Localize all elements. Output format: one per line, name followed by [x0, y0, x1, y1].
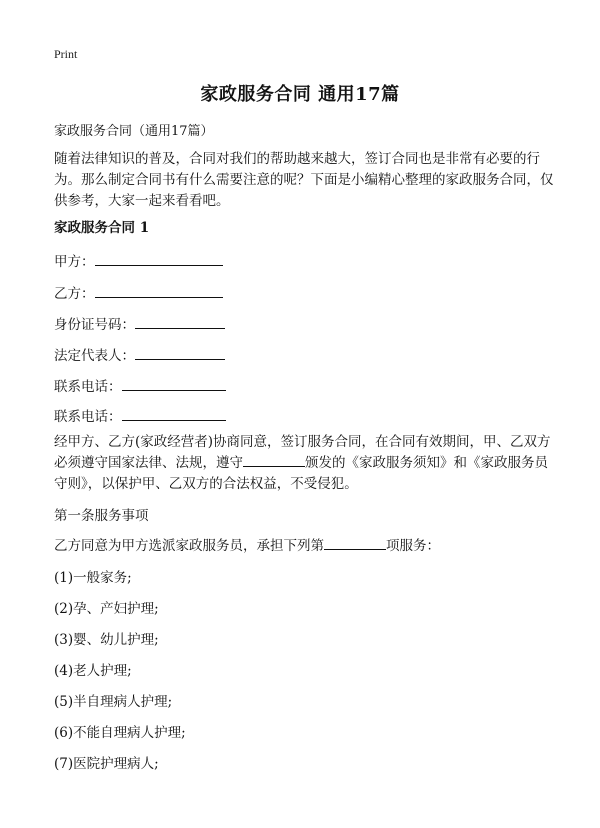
field-label: 联系电话： [54, 379, 122, 395]
article1-text-b: 项服务： [386, 538, 440, 554]
blank-line [95, 283, 223, 298]
field-label: 法定代表人： [54, 348, 135, 364]
field-legal-rep [54, 344, 225, 364]
intro-paragraph: 随着法律知识的普及，合同对我们的帮助越来越大，签订合同也是非常有必要的行为。那么制定合同书有什么需要注意的呢？下面是小编精心整理的家政服务合同，仅供参考，大家一起来看看吧。 [54, 151, 554, 209]
agreement-text-1: 经甲方、乙方(家政经营者)协商同意，签订服务合同，在合同有效期间，甲、乙双方必须遵守国家法律、法规，遵守 [54, 434, 551, 471]
service-item: (2)孕、产妇护理; [54, 601, 159, 617]
blank-line [122, 376, 226, 391]
field-label: 身份证号码： [54, 317, 135, 333]
print-link[interactable]: Print [54, 47, 78, 61]
blank-line [95, 251, 223, 266]
service-item: (7)医院护理病人; [54, 756, 159, 772]
field-party-b [54, 282, 223, 302]
service-item: (5)半自理病人护理; [54, 694, 173, 710]
agreement-text-2: 颁发的《家政服务须知》和《家政服务员守则》，以保护甲、乙双方的合法权益，不受侵犯。 [54, 455, 548, 492]
field-label: 乙方： [54, 286, 95, 302]
document-title: 家政服务合同 通用17篇 [200, 84, 400, 105]
section-heading: 家政服务合同 1 [54, 220, 150, 236]
field-party-a [54, 250, 223, 270]
blank-line [122, 406, 226, 421]
article1-text-a: 乙方同意为甲方选派家政服务员，承担下列第 [54, 538, 324, 554]
blank-line [324, 535, 386, 550]
field-phone-2 [54, 405, 226, 425]
article1-text [54, 534, 440, 554]
article1-heading: 第一条服务事项 [54, 508, 149, 524]
service-item: (3)婴、幼儿护理; [54, 632, 159, 648]
blank-line [243, 454, 305, 467]
field-label: 联系电话： [54, 409, 122, 425]
field-phone-1 [54, 375, 226, 395]
field-label: 甲方： [54, 254, 95, 270]
field-id-number [54, 313, 225, 333]
blank-line [135, 314, 225, 329]
agreement-paragraph [54, 432, 554, 495]
service-item: (6)不能自理病人护理; [54, 725, 186, 741]
document-subtitle: 家政服务合同（通用17篇） [54, 124, 214, 139]
service-item: (1)一般家务; [54, 570, 132, 586]
blank-line [135, 345, 225, 360]
service-item: (4)老人护理; [54, 663, 132, 679]
